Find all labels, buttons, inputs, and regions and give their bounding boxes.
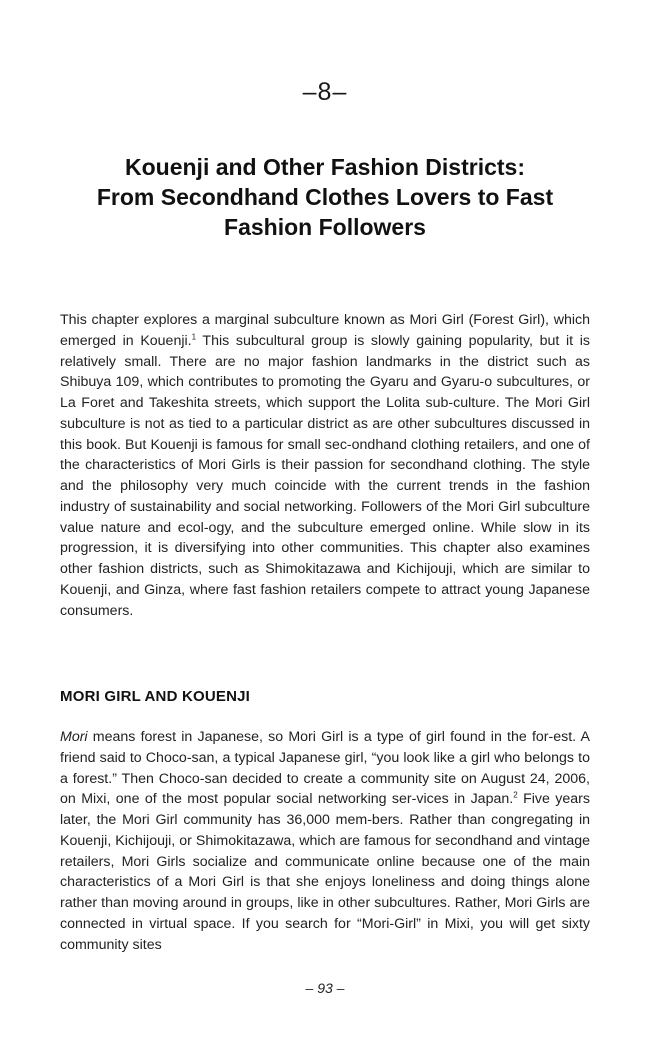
chapter-number: –8– [302,78,348,106]
section-paragraph [60,727,590,955]
footnote-ref-2[interactable]: 2 [513,790,518,800]
footnote-ref-1[interactable]: 1 [191,332,197,342]
intro-text-start: This chapter explores a marginal subculture known as Mori Girl (Forest Girl), which emerged in Kouenji. [60,312,590,349]
section-text [60,727,590,955]
intro-text-continued: This subcultural group is slowly gaining popularity, but it is relatively small. There are no major fashion landmarks in the district such as Shibuya 109, which contributes to promoting the Gyaru and Gyaru-o subcultures, or La Foret and Takeshita streets, which support the Lolita sub-culture. The Mori Girl subculture is not as tied to a particular district as are other subcultures discussed in this book. But Kouenji is famous for small sec-ondhand clothing retailers, and one of the characteristics of Mori Girls is their passion for secondhand clothing. The style and the philosophy very much coincide with the current trends in the fashion industry of sustainability and social networking. Followers of the Mori Girl subculture value nature and ecol-ogy, and the subculture emerged online. While slow in its progression, it is diversifying into other communities. This chapter also examines other fashion districts, such as Shimokitazawa and Kichijouji, which are similar to Kouenji, and Ginza, where fast fashion retailers compete to attract young Japanese consumers. [60,332,590,619]
chapter-title-line-2: From Secondhand Clothes Lovers to Fast [96,184,554,210]
section-text-part-a: means forest in Japanese, so Mori Girl is a type of girl found in the for-est. A friend said to Choco-san, a typical Japanese girl, “you look like a girl who belongs to a forest.” Then Choco-san decided to create a community site on August 24, 2006, on Mixi, one of the most popular social networking ser-vices in Japan. [60,729,590,808]
intro-paragraph [60,310,590,621]
intro-text [60,310,590,621]
chapter-title [60,152,590,242]
lead-word: Mori [60,729,88,745]
chapter-title-line-1: Kouenji and Other Fashion Districts: [125,154,525,180]
page-number: – 93 – [305,980,345,996]
chapter-title-line-3: Fashion Followers [224,214,426,240]
section-text-part-b: Five years later, the Mori Girl community has 36,000 mem-bers. Rather than congregating in Kouenji, Kichijouji, or Shimokitazawa, which are famous for secondhand and vintage retailers, Mori Girls socialize and communicate online because one of the main characteristics of a Mori Girl is that she enjoys loneliness and doing things alone rather than moving around in groups, like in other subcultures. Rather, Mori Girls are connected in virtual space. If you search for “Mori-Girl” in Mixi, you will get sixty community sites [60,791,590,953]
section-heading: MORI GIRL AND KOUENJI [60,688,251,705]
